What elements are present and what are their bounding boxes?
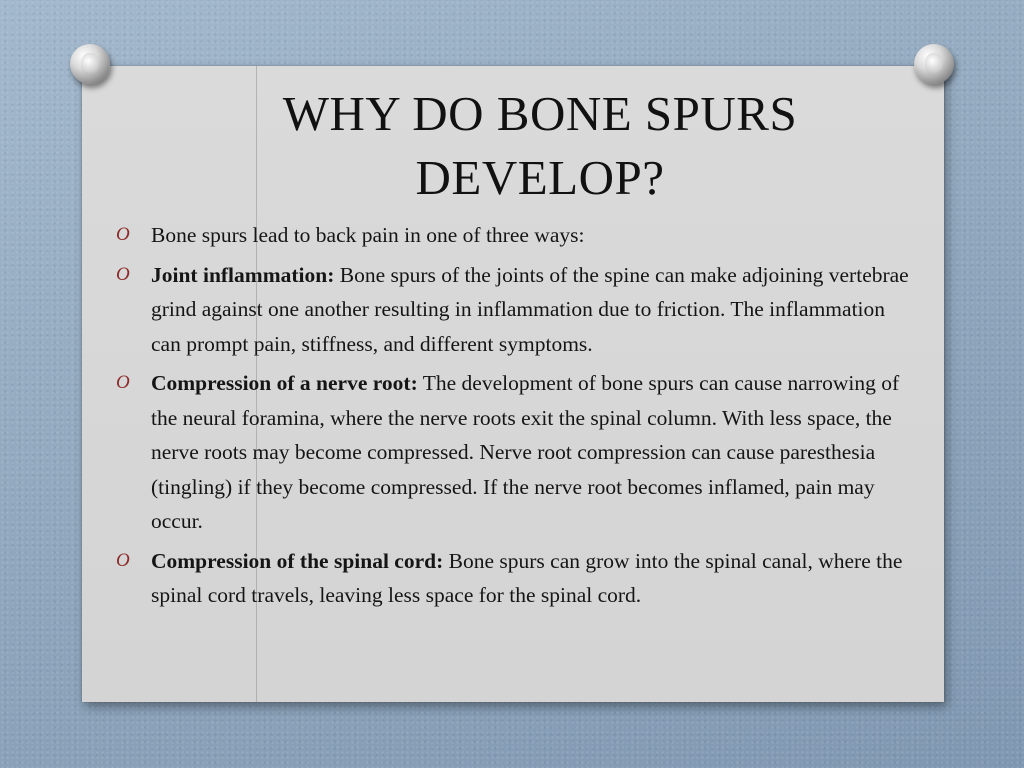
thumbtack-icon bbox=[70, 44, 110, 84]
bullet-marker-icon: O bbox=[116, 224, 130, 245]
bullet-text: Bone spurs of the joints of the spine can make adjoining vertebrae grind against one another resulting in inflammation due to friction. The inflammation can prompt pain, stiffness, and different symptoms. bbox=[151, 262, 909, 356]
title-line-2: DEVELOP? bbox=[415, 150, 665, 205]
bullet-text: Bone spurs lead to back pain in one of three ways: bbox=[151, 223, 585, 247]
title-line-1: WHY DO BONE SPURS bbox=[282, 86, 798, 141]
bullet-lead: Joint inflammation: bbox=[151, 262, 335, 287]
thumbtack-icon bbox=[914, 44, 954, 84]
bullet-list bbox=[116, 218, 916, 618]
bullet-marker-icon: O bbox=[116, 549, 130, 571]
bullet-item bbox=[116, 544, 916, 613]
bullet-marker-icon: O bbox=[116, 263, 130, 285]
bullet-lead: Compression of the spinal cord: bbox=[151, 548, 444, 573]
bullet-lead: Compression of a nerve root: bbox=[151, 371, 418, 395]
bullet-text: The development of bone spurs can cause narrowing of the neural foramina, where the nerve roots exit the spinal column. With less space, the nerve roots may become compressed. Nerve root compression can cause paresthesia (tingling) if they become compressed. If the nerve root becomes inflamed, pain may occur. bbox=[151, 371, 900, 533]
bullet-item bbox=[116, 258, 916, 362]
bullet-marker-icon: O bbox=[116, 372, 130, 393]
bullet-text: Bone spurs can grow into the spinal canal, where the spinal cord travels, leaving less space for the spinal cord. bbox=[151, 548, 903, 607]
slide-title bbox=[170, 82, 910, 210]
bullet-item bbox=[116, 218, 916, 253]
bullet-item bbox=[116, 366, 916, 539]
